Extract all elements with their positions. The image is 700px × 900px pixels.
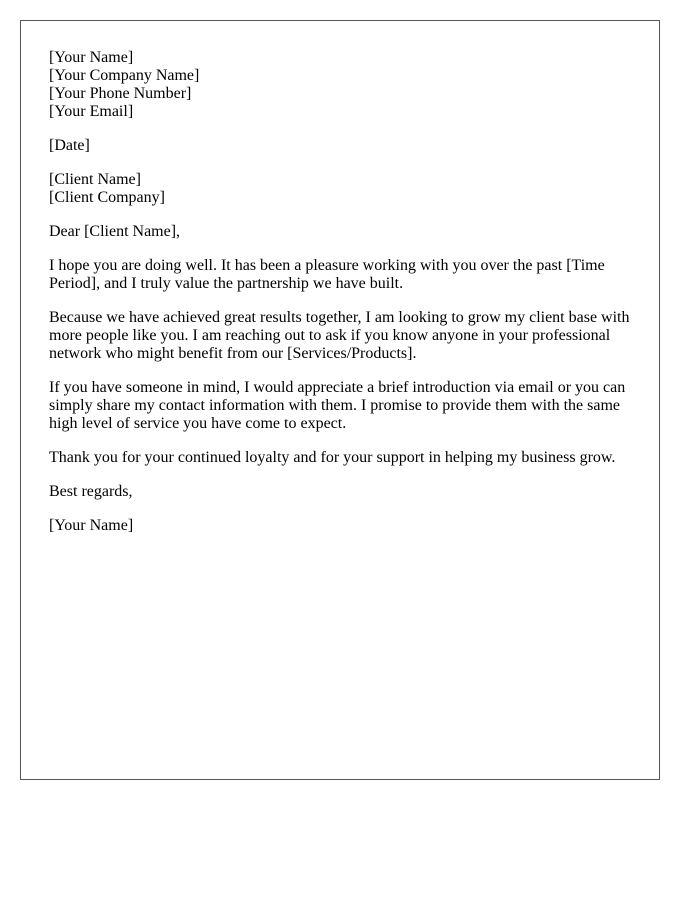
- recipient-company: [Client Company]: [49, 189, 165, 206]
- paragraph-line: high level of service you have come to expect.: [49, 415, 347, 432]
- paragraph-line: simply share my contact information with them. I promise to provide them with the same: [49, 397, 620, 414]
- signature-name: [Your Name]: [49, 517, 134, 534]
- paragraph-line: Because we have achieved great results together, I am looking to grow my client base with: [49, 309, 630, 326]
- paragraph-line: Thank you for your continued loyalty and for your support in helping my business grow.: [49, 449, 616, 466]
- recipient-name: [Client Name]: [49, 171, 141, 188]
- paragraph-line: I hope you are doing well. It has been a pleasure working with you over the past [Time: [49, 257, 605, 274]
- letter-page: [20, 20, 660, 780]
- signature-block: [49, 517, 639, 535]
- paragraph-line: more people like you. I am reaching out to ask if you know anyone in your professional: [49, 327, 611, 344]
- sender-phone: [Your Phone Number]: [49, 85, 192, 102]
- salutation: Dear [Client Name],: [49, 223, 181, 240]
- paragraph-line: Period], and I truly value the partnership we have built.: [49, 275, 404, 292]
- sender-email: [Your Email]: [49, 103, 134, 120]
- sender-company: [Your Company Name]: [49, 67, 200, 84]
- paragraph-line: If you have someone in mind, I would appreciate a brief introduction via email or you can: [49, 379, 626, 396]
- paragraph-1: [49, 257, 639, 293]
- sender-name: [Your Name]: [49, 49, 134, 66]
- letter-date: [Date]: [49, 137, 90, 154]
- salutation-block: [49, 223, 639, 241]
- closing-block: [49, 483, 639, 501]
- recipient-block: [49, 171, 639, 207]
- sender-block: [49, 49, 639, 121]
- date-block: [49, 137, 639, 155]
- paragraph-4: [49, 449, 639, 467]
- paragraph-3: [49, 379, 639, 433]
- letter-body: [49, 49, 639, 551]
- paragraph-2: [49, 309, 639, 363]
- paragraph-line: network who might benefit from our [Services/Products].: [49, 345, 417, 362]
- closing: Best regards,: [49, 483, 133, 500]
